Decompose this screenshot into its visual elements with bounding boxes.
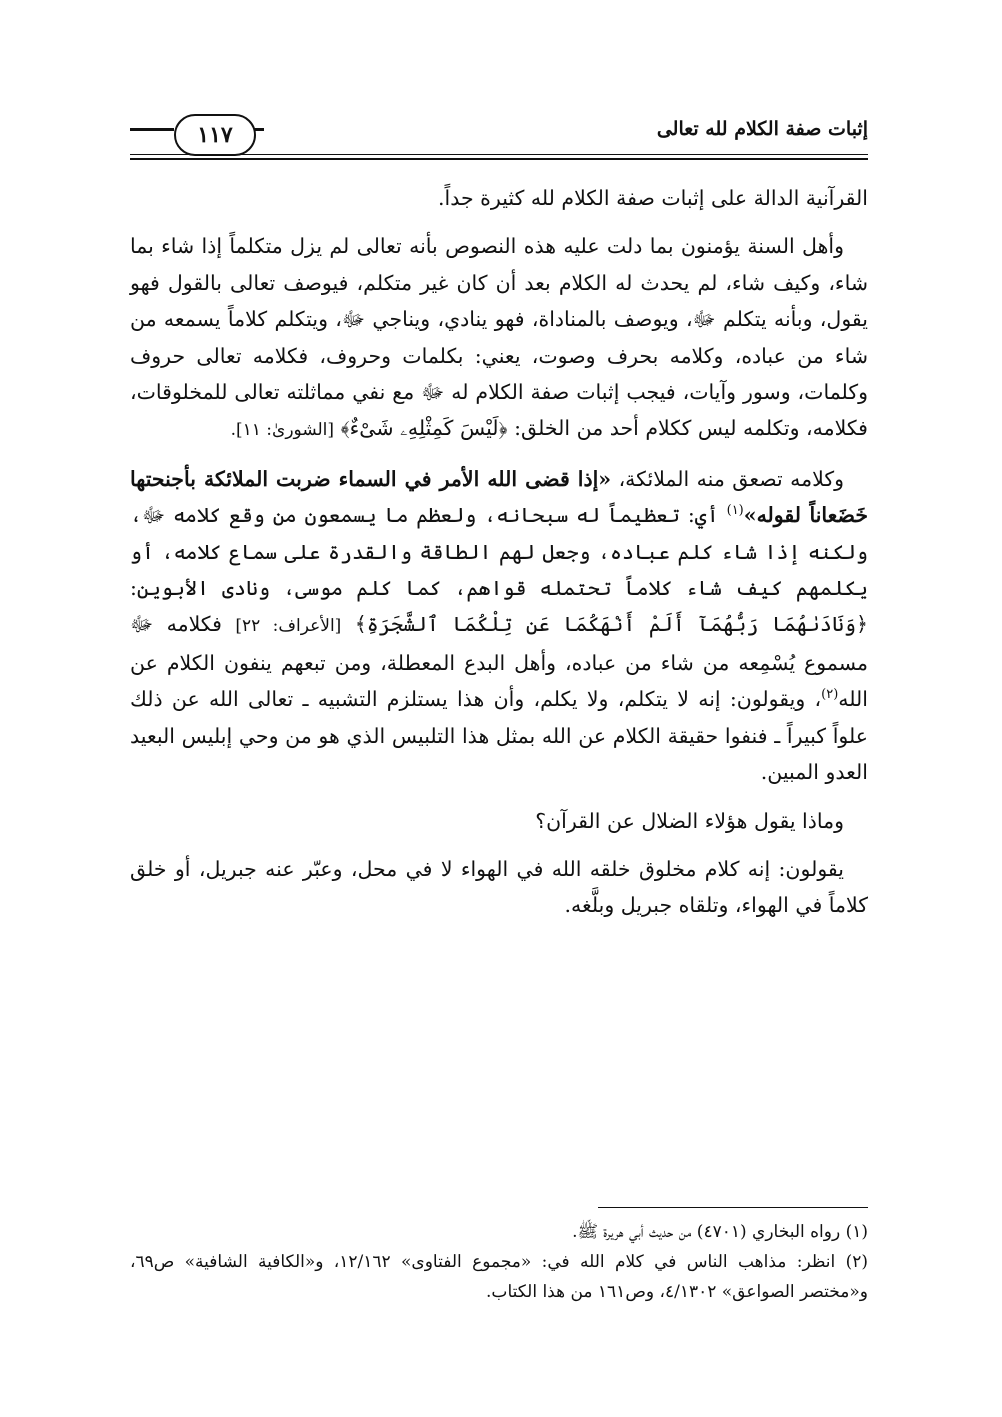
footnote-1: (١) رواه البخاري (٤٧٠١) من حديث أبي هريرة ﷺ. — [572, 1222, 868, 1242]
quran-verse-araf: ﴿وَنَادَىٰهُمَا رَبُّهُمَآ أَلَمْ أَنْهَكُمَا عَن تِلْكُمَا ٱلشَّجَرَةِ﴾ — [354, 612, 868, 637]
paragraph-1 — [130, 180, 868, 216]
paragraph-5-text: يقولون: إنه كلام مخلوق خلقه الله في الهواء لا في محل، وعبّر عنه جبريل، أو خلق كلاماً في الهواء، وتلقاه جبريل وبلَّغه. — [130, 856, 868, 918]
footnote-2: (٢) انظر: مذاهب الناس في كلام الله في: «مجموع الفتاوى» ١٢/١٦٢، و«الكافية الشافية» ص٦٩، و«مختصر الصواعق» ٤/١٣٠٢، وص١٦١ من هذا الكتاب. — [130, 1252, 868, 1302]
paragraph-3-tail: ، ويقولون: إنه لا يتكلم، ولا يكلم، وأن هذا يستلزم التشبيه ـ تعالى الله عن ذلك علواً كبيراً ـ فنفوا حقيقة الكلام عن الله بمثل هذا التلبيس الذي هو من وحي إبليس البعيد العدو المبين. — [130, 687, 868, 785]
paragraph-1-text: القرآنية الدالة على إثبات صفة الكلام لله كثيرة جداً. — [437, 186, 868, 210]
paragraph-2 — [130, 228, 868, 448]
running-header-title: إثبات صفة الكلام لله تعالى — [656, 118, 868, 140]
paragraph-2-text: وأهل السنة يؤمنون بما دلت عليه هذه النصوص بأنه تعالى لم يزل متكلماً إذا شاء بما شاء، وكيف شاء، لم يحدث له الكلام بعد أن كان غير متكلم، فيوصف تعالى بالقول فهو يقول، وبأنه يتكلم ﷻ، ويوصف بالمناداة، فهو ينادي، ويناجي ﷻ، ويتكلم كلاماً يسمعه من شاء من عباده، وكلامه بحرف وصوت، يعني: بكلمات وحروف، فكلامه تعالى حروف وكلمات، وسور وآيات، فيجب إثبات صفة الكلام له ﷻ مع نفي مماثلته تعالى للمخلوقات، فكلامه، وتكلمه ليس ككلام أحد من الخلق: — [130, 234, 868, 441]
footnote-marker-1[interactable]: (١) — [726, 503, 744, 519]
main-text — [130, 180, 868, 936]
verse-reference-araf: [الأعراف: ٢٢] — [235, 616, 342, 637]
paragraph-3-start: وكلامه تصعق منه الملائكة، — [618, 466, 844, 491]
page-header — [130, 112, 868, 160]
paragraph-3 — [130, 461, 868, 791]
header-rule — [130, 158, 868, 160]
header-ornament-left — [130, 128, 174, 131]
verse-reference-shura: [الشورىٰ: ١١]. — [230, 420, 335, 441]
footnote-separator — [598, 1207, 868, 1208]
paragraph-3-middle: أي: تعظيماً له سبحانه، ولعظم ما يسمعون من وقع كلامه ﷻ، ولكنه إذا شاء كلم عباده، وجعل لهم الطاقة والقدرة على سماع كلامه، أو يكلمهم كيف شاء كلاماً تحتمله قواهم، كما كلم موسى، ونادى الأبوين: — [130, 503, 868, 601]
paragraph-4-text: وماذا يقول هؤلاء الضلال عن القرآن؟ — [535, 808, 844, 833]
hadith-quote: «إذا قضى الله الأمر في السماء ضربت الملائكة بأجنحتها خَضَعاناً لقوله» — [130, 466, 868, 528]
page-number: ١١٧ — [197, 122, 233, 148]
footnotes — [130, 1217, 868, 1307]
paragraph-5 — [130, 851, 868, 924]
footnote-marker-2[interactable]: (٢) — [821, 687, 839, 703]
quran-verse-shura: ﴿لَيْسَ كَمِثْلِهِۦ شَىْءٌ﴾ — [340, 416, 508, 441]
paragraph-4 — [130, 803, 868, 839]
paragraph-3-end: فكلامه ﷻ مسموع يُسْمِعه من شاء من عباده، وأهل البدع المعطلة، ومن تبعهم ينفون الكلام عن الله — [130, 612, 868, 712]
page-number-badge — [174, 114, 256, 156]
